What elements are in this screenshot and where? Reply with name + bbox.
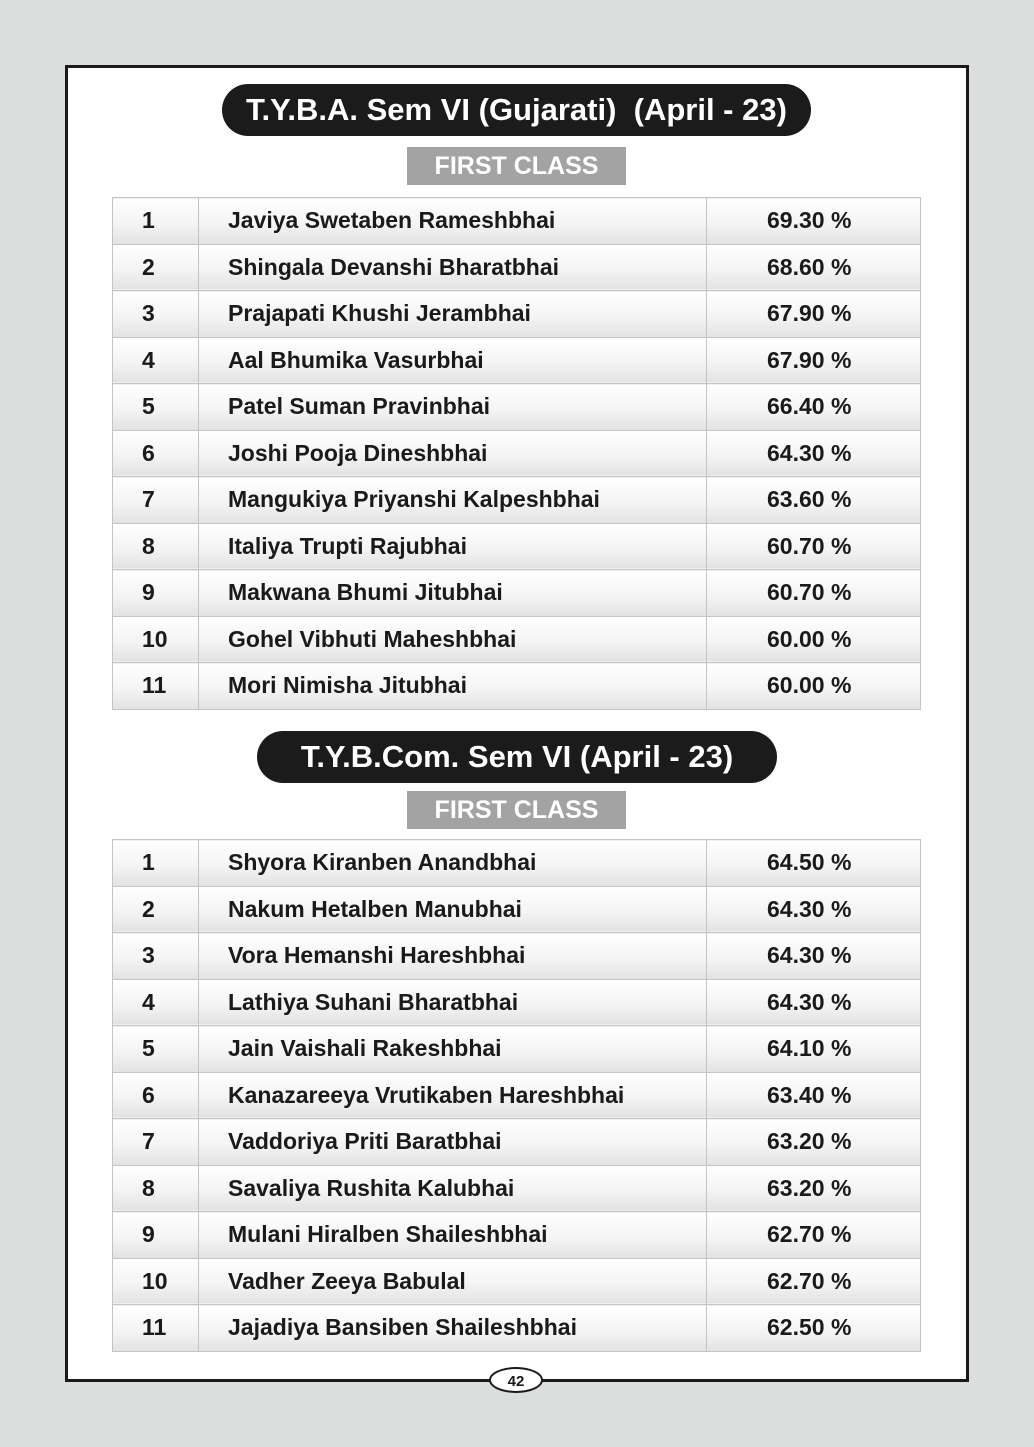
student-name-cell: Italiya Trupti Rajubhai	[199, 523, 707, 570]
table-row	[113, 1072, 921, 1119]
percentage-cell: 67.90 %	[707, 291, 921, 338]
student-name-cell: Savaliya Rushita Kalubhai	[199, 1165, 707, 1212]
percentage-cell: 64.30 %	[707, 886, 921, 933]
class-label-tyba: FIRST CLASS	[407, 147, 626, 185]
student-name-cell: Lathiya Suhani Bharatbhai	[199, 979, 707, 1026]
student-name-cell: Vaddoriya Priti Baratbhai	[199, 1119, 707, 1166]
student-name-cell: Mangukiya Priyanshi Kalpeshbhai	[199, 477, 707, 524]
percentage-cell: 69.30 %	[707, 198, 921, 245]
table-row	[113, 570, 921, 617]
table-row	[113, 477, 921, 524]
page-number: 42	[489, 1367, 543, 1393]
table-row	[113, 840, 921, 887]
results-table-tyba	[112, 197, 921, 710]
rank-cell: 9	[113, 1212, 199, 1259]
percentage-cell: 64.30 %	[707, 430, 921, 477]
table-row	[113, 1026, 921, 1073]
student-name-cell: Jajadiya Bansiben Shaileshbhai	[199, 1305, 707, 1352]
table-row	[113, 663, 921, 710]
percentage-cell: 63.20 %	[707, 1119, 921, 1166]
rank-cell: 5	[113, 1026, 199, 1073]
section-title-tyba: T.Y.B.A. Sem VI (Gujarati) (April - 23)	[222, 84, 811, 136]
rank-cell: 11	[113, 1305, 199, 1352]
percentage-cell: 68.60 %	[707, 244, 921, 291]
rank-cell: 1	[113, 198, 199, 245]
percentage-cell: 60.00 %	[707, 616, 921, 663]
percentage-cell: 60.70 %	[707, 523, 921, 570]
percentage-cell: 63.60 %	[707, 477, 921, 524]
percentage-cell: 62.70 %	[707, 1212, 921, 1259]
student-name-cell: Jain Vaishali Rakeshbhai	[199, 1026, 707, 1073]
table-row	[113, 616, 921, 663]
percentage-cell: 60.00 %	[707, 663, 921, 710]
table-row	[113, 1119, 921, 1166]
student-name-cell: Makwana Bhumi Jitubhai	[199, 570, 707, 617]
percentage-cell: 63.20 %	[707, 1165, 921, 1212]
percentage-cell: 60.70 %	[707, 570, 921, 617]
table-row	[113, 1165, 921, 1212]
rank-cell: 6	[113, 1072, 199, 1119]
student-name-cell: Patel Suman Pravinbhai	[199, 384, 707, 431]
student-name-cell: Gohel Vibhuti Maheshbhai	[199, 616, 707, 663]
rank-cell: 1	[113, 840, 199, 887]
percentage-cell: 67.90 %	[707, 337, 921, 384]
rank-cell: 10	[113, 1258, 199, 1305]
student-name-cell: Shingala Devanshi Bharatbhai	[199, 244, 707, 291]
student-name-cell: Vora Hemanshi Hareshbhai	[199, 933, 707, 980]
table-row	[113, 337, 921, 384]
percentage-cell: 66.40 %	[707, 384, 921, 431]
rank-cell: 7	[113, 477, 199, 524]
table-row	[113, 1305, 921, 1352]
rank-cell: 4	[113, 979, 199, 1026]
percentage-cell: 64.50 %	[707, 840, 921, 887]
percentage-cell: 64.30 %	[707, 933, 921, 980]
table-row	[113, 886, 921, 933]
student-name-cell: Mori Nimisha Jitubhai	[199, 663, 707, 710]
table-row	[113, 979, 921, 1026]
section-title-tybcom: T.Y.B.Com. Sem VI (April - 23)	[257, 731, 777, 783]
student-name-cell: Joshi Pooja Dineshbhai	[199, 430, 707, 477]
table-row	[113, 1212, 921, 1259]
table-row	[113, 198, 921, 245]
rank-cell: 5	[113, 384, 199, 431]
percentage-cell: 64.10 %	[707, 1026, 921, 1073]
rank-cell: 2	[113, 244, 199, 291]
rank-cell: 9	[113, 570, 199, 617]
table-row	[113, 523, 921, 570]
results-table-tybcom	[112, 839, 921, 1352]
table-row	[113, 1258, 921, 1305]
student-name-cell: Kanazareeya Vrutikaben Hareshbhai	[199, 1072, 707, 1119]
student-name-cell: Aal Bhumika Vasurbhai	[199, 337, 707, 384]
table-row	[113, 244, 921, 291]
student-name-cell: Shyora Kiranben Anandbhai	[199, 840, 707, 887]
table-row	[113, 933, 921, 980]
rank-cell: 3	[113, 291, 199, 338]
rank-cell: 3	[113, 933, 199, 980]
student-name-cell: Vadher Zeeya Babulal	[199, 1258, 707, 1305]
rank-cell: 10	[113, 616, 199, 663]
table-row	[113, 430, 921, 477]
percentage-cell: 62.70 %	[707, 1258, 921, 1305]
percentage-cell: 64.30 %	[707, 979, 921, 1026]
percentage-cell: 63.40 %	[707, 1072, 921, 1119]
table-row	[113, 291, 921, 338]
percentage-cell: 62.50 %	[707, 1305, 921, 1352]
student-name-cell: Nakum Hetalben Manubhai	[199, 886, 707, 933]
rank-cell: 6	[113, 430, 199, 477]
rank-cell: 7	[113, 1119, 199, 1166]
rank-cell: 4	[113, 337, 199, 384]
rank-cell: 8	[113, 523, 199, 570]
class-label-tybcom: FIRST CLASS	[407, 791, 626, 829]
rank-cell: 8	[113, 1165, 199, 1212]
rank-cell: 11	[113, 663, 199, 710]
student-name-cell: Javiya Swetaben Rameshbhai	[199, 198, 707, 245]
table-row	[113, 384, 921, 431]
rank-cell: 2	[113, 886, 199, 933]
student-name-cell: Mulani Hiralben Shaileshbhai	[199, 1212, 707, 1259]
student-name-cell: Prajapati Khushi Jerambhai	[199, 291, 707, 338]
